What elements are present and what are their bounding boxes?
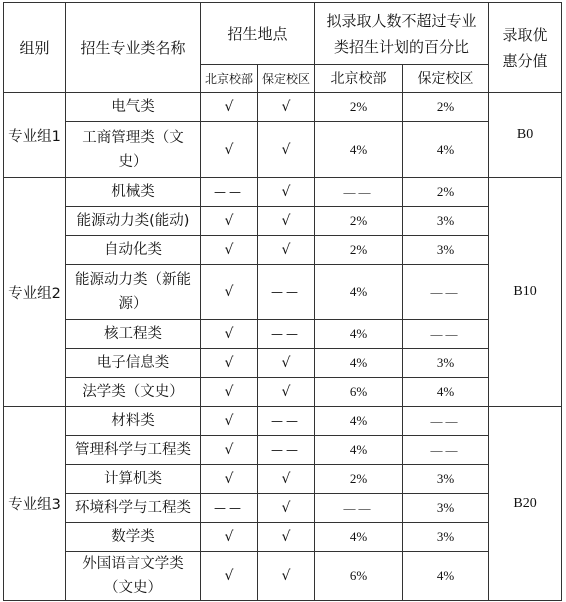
header-group: 组别 [4, 3, 66, 93]
table-row [4, 407, 562, 436]
baoding-location-mark: √ [258, 523, 315, 552]
baoding-location-mark: √ [258, 236, 315, 265]
table-row [4, 320, 562, 349]
beijing-percent: 2% [315, 207, 403, 236]
beijing-percent: 4% [315, 122, 403, 178]
beijing-percent: 6% [315, 552, 403, 601]
beijing-location-mark: √ [201, 523, 258, 552]
major-name: 材料类 [66, 407, 201, 436]
bonus-value: B10 [489, 178, 562, 407]
beijing-location-mark: √ [201, 122, 258, 178]
baoding-location-mark: √ [258, 178, 315, 207]
table-row [4, 465, 562, 494]
baoding-location-mark: —— [258, 407, 315, 436]
group-name: 专业组1 [4, 93, 66, 178]
major-name: 法学类（文史） [66, 378, 201, 407]
baoding-location-mark: √ [258, 494, 315, 523]
baoding-percent: —— [403, 407, 489, 436]
beijing-location-mark: √ [201, 93, 258, 122]
major-name: 能源动力类(能动) [66, 207, 201, 236]
header-beijing-location: 北京校部 [201, 65, 258, 93]
beijing-location-mark: √ [201, 265, 258, 320]
beijing-percent: 2% [315, 465, 403, 494]
beijing-percent: 4% [315, 265, 403, 320]
bonus-value: B0 [489, 93, 562, 178]
beijing-location-mark: —— [201, 178, 258, 207]
table-row [4, 93, 562, 122]
baoding-percent: —— [403, 265, 489, 320]
baoding-percent: 4% [403, 378, 489, 407]
major-name: 电子信息类 [66, 349, 201, 378]
header-baoding-percent: 保定校区 [403, 65, 489, 93]
beijing-location-mark: —— [201, 494, 258, 523]
beijing-location-mark: √ [201, 436, 258, 465]
major-name: 数学类 [66, 523, 201, 552]
group-name: 专业组2 [4, 178, 66, 407]
table-row [4, 236, 562, 265]
table-row [4, 552, 562, 601]
beijing-percent: 4% [315, 436, 403, 465]
beijing-location-mark: √ [201, 349, 258, 378]
baoding-percent: 4% [403, 122, 489, 178]
beijing-location-mark: √ [201, 378, 258, 407]
beijing-percent: 4% [315, 320, 403, 349]
major-name: 工商管理类（文史） [66, 122, 201, 178]
beijing-percent: 6% [315, 378, 403, 407]
bonus-value: B20 [489, 407, 562, 601]
baoding-location-mark: √ [258, 122, 315, 178]
baoding-percent: 3% [403, 349, 489, 378]
baoding-percent: 3% [403, 465, 489, 494]
baoding-percent: 4% [403, 552, 489, 601]
admissions-table [3, 2, 562, 601]
baoding-location-mark: —— [258, 436, 315, 465]
baoding-percent: —— [403, 436, 489, 465]
beijing-percent: 2% [315, 236, 403, 265]
baoding-location-mark: —— [258, 265, 315, 320]
baoding-percent: 3% [403, 523, 489, 552]
table-row [4, 122, 562, 178]
baoding-location-mark: √ [258, 93, 315, 122]
beijing-location-mark: √ [201, 207, 258, 236]
table-row [4, 349, 562, 378]
baoding-percent: 2% [403, 178, 489, 207]
admissions-table-container [3, 2, 561, 598]
beijing-location-mark: √ [201, 320, 258, 349]
baoding-percent: 3% [403, 236, 489, 265]
beijing-location-mark: √ [201, 552, 258, 601]
beijing-location-mark: √ [201, 236, 258, 265]
major-name: 自动化类 [66, 236, 201, 265]
beijing-location-mark: √ [201, 407, 258, 436]
table-row [4, 494, 562, 523]
major-name: 管理科学与工程类 [66, 436, 201, 465]
table-row [4, 523, 562, 552]
table-row [4, 436, 562, 465]
header-beijing-percent: 北京校部 [315, 65, 403, 93]
header-percent: 拟录取人数不超过专业类招生计划的百分比 [315, 3, 489, 65]
beijing-percent: 4% [315, 523, 403, 552]
baoding-percent: 3% [403, 494, 489, 523]
major-name: 外国语言文学类（文史） [66, 552, 201, 601]
beijing-percent: 4% [315, 407, 403, 436]
header-location: 招生地点 [201, 3, 315, 65]
baoding-location-mark: √ [258, 552, 315, 601]
group-name: 专业组3 [4, 407, 66, 601]
beijing-percent: —— [315, 494, 403, 523]
major-name: 计算机类 [66, 465, 201, 494]
beijing-percent: —— [315, 178, 403, 207]
major-name: 能源动力类（新能源） [66, 265, 201, 320]
major-name: 环境科学与工程类 [66, 494, 201, 523]
baoding-percent: 2% [403, 93, 489, 122]
baoding-percent: 3% [403, 207, 489, 236]
header-row-1 [4, 3, 562, 65]
baoding-location-mark: —— [258, 320, 315, 349]
major-name: 核工程类 [66, 320, 201, 349]
beijing-location-mark: √ [201, 465, 258, 494]
baoding-location-mark: √ [258, 465, 315, 494]
table-row [4, 265, 562, 320]
beijing-percent: 4% [315, 349, 403, 378]
baoding-location-mark: √ [258, 207, 315, 236]
baoding-percent: —— [403, 320, 489, 349]
table-row [4, 378, 562, 407]
header-major: 招生专业类名称 [66, 3, 201, 93]
header-bonus: 录取优惠分值 [489, 3, 562, 93]
header-baoding-location: 保定校区 [258, 65, 315, 93]
table-row [4, 207, 562, 236]
table-row [4, 178, 562, 207]
major-name: 电气类 [66, 93, 201, 122]
baoding-location-mark: √ [258, 349, 315, 378]
major-name: 机械类 [66, 178, 201, 207]
baoding-location-mark: √ [258, 378, 315, 407]
beijing-percent: 2% [315, 93, 403, 122]
